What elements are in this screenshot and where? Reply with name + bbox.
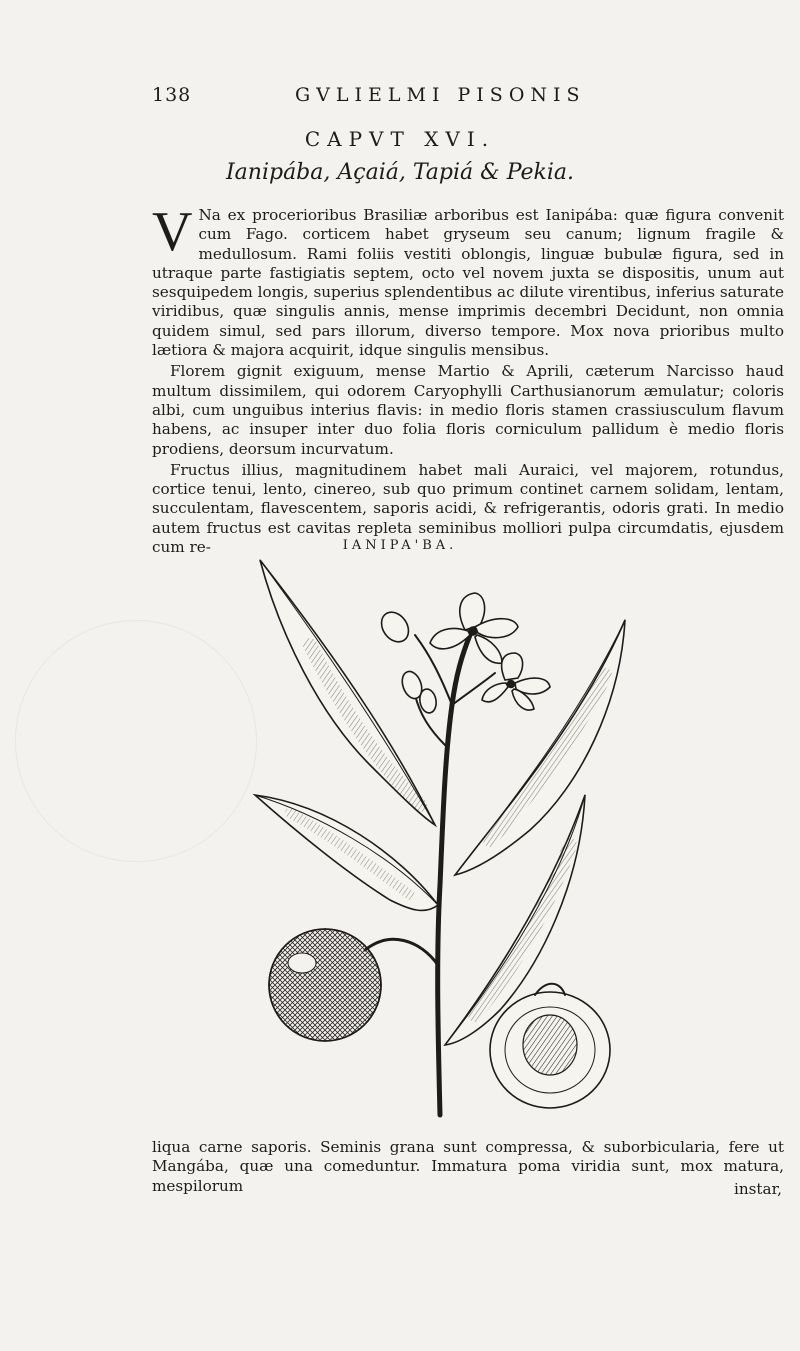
continuation-text [152,1138,784,1196]
running-header [152,84,792,108]
paragraph-3: Fructus illius, magnitudinem habet mali Auraici, vel majorem, rotundus, cortice tenui, lento, cinereo, sub quo primum continet carnem solidam, lentam, succulentam, flavescentem, saporis acidi, & refrigerantis, odoris grati. In medio autem fructus est cavitas repleta seminibus molliori pulpa circumdatis, ejusdem cum re- [152,460,784,557]
drop-cap: V [152,201,193,263]
paragraph-text: Na ex procerioribus Brasiliæ arboribus est Ianipába: quæ figura convenit cum Fago. corticem habet gryseum seu canum; lignum fragile & medullosum. Rami foliis vestiti oblongis, linguæ bubulæ figura, sed in utraque parte fastigiatis septem, octo vel novem juxta se dispositis, unum aut sesquipedem longis, superius splendentibus ac dilute virentibus, inferius saturate viridibus, quæ singulis annis, mense imprimis decembri Decidunt, non omnia quidem simul, sed pars illorum, diverso tempore. Mox nova prioribus multo lætiora & majora acquirit, idque singulis mensibus. [152,206,784,360]
main-text [152,201,784,559]
running-title: GVLIELMI PISONIS [295,84,586,106]
chapter-subtitle: Ianipába, Açaiá, Tapiá & Pekia. [225,160,575,185]
page-number: 138 [152,84,192,106]
paragraph-2: Florem gignit exiguum, mense Martio & Aprili, cæterum Narcisso haud multum dissimilem, qui odorem Caryophylli Carthusianorum æmulatur; coloris albi, cum unguibus interius flavis: in medio floris stamen crassiusculum flavum habens, ac insuper inter duo folia floris corniculum pallidum è medio floris prodiens, deorsum incurvatum. [152,362,784,458]
chapter-title: CAPVT XVI. [304,127,496,151]
flower-top [430,593,518,663]
paragraph-1 [152,201,784,360]
catchword: instar, [733,1180,782,1198]
continuation-paragraph: liqua carne saporis. Seminis grana sunt compressa, & suborbicularia, fere ut Mangába, quæ una comeduntur. Immatura poma viridia sunt, mox matura, mespilorum [152,1138,784,1195]
figure-caption: IANIPA'BA. [342,538,458,553]
plant-illustration [240,555,640,1135]
bleed-through-mark [15,620,257,862]
flower-bud [376,607,414,647]
leaf-top-right [455,620,625,875]
